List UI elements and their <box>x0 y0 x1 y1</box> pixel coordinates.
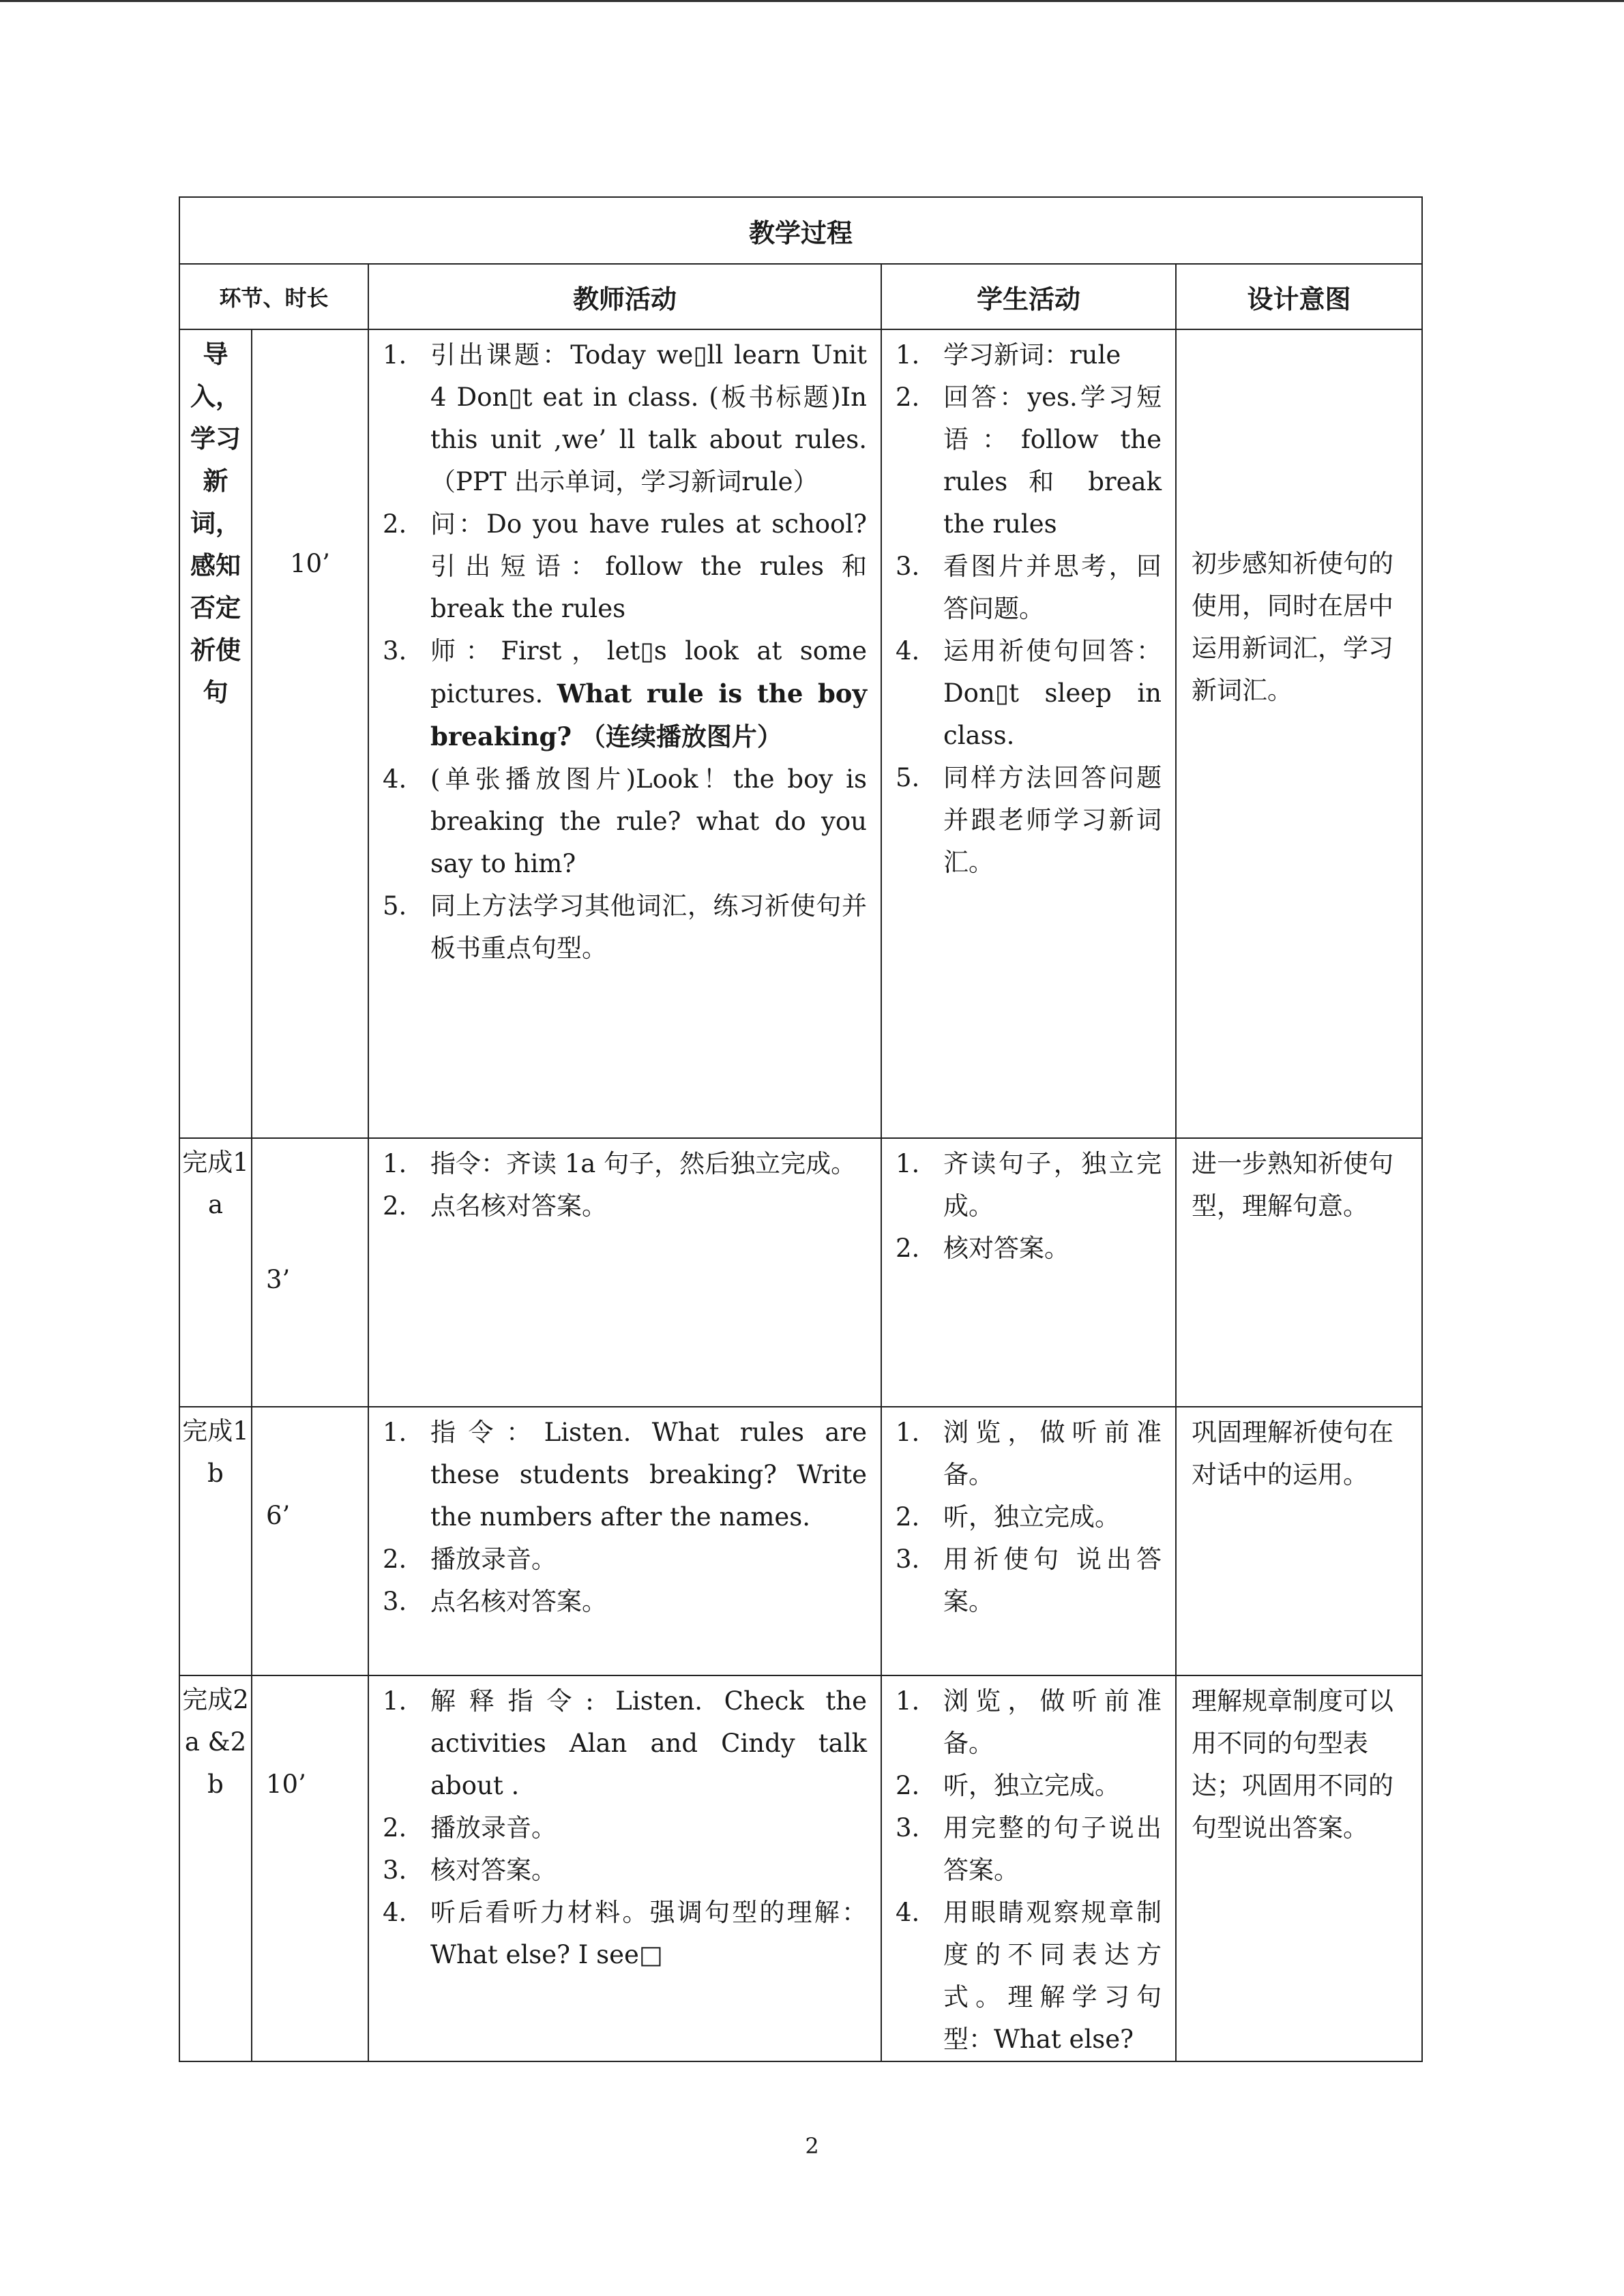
list-item: 3. 点名核对答案。 <box>383 1587 607 1616</box>
purpose-cell: 巩固理解祈使句在对话中的运用。 <box>1176 1407 1422 1675</box>
list-item: 2. 点名核对答案。 <box>383 1191 607 1221</box>
list-item: 1. 解释指令: Listen. Check the activities Alan and Cindy talk about . <box>383 1686 867 1800</box>
list-item: 4. (单张播放图片)Look！the boy is breaking the rule? what do you say to him? <box>383 764 867 878</box>
duration-cell: 10’ <box>252 329 368 1138</box>
table-row <box>179 1407 1422 1675</box>
student-activity-cell <box>881 1138 1176 1407</box>
list-item: 2. 听，独立完成。 <box>896 1771 1120 1800</box>
teacher-activity-cell <box>368 1138 881 1407</box>
list-item: 2. 回答：yes.学习短语：follow the rules 和 break the rules <box>896 383 1162 539</box>
table-row <box>179 329 1422 1138</box>
list-item: 2. 听，独立完成。 <box>896 1502 1120 1532</box>
teacher-activity-cell <box>368 1407 881 1675</box>
table-row <box>179 1138 1422 1407</box>
list-item: 4. 运用祈使句回答：Don▯t sleep in class. <box>896 636 1162 750</box>
stage-cell: 完成2a &2b <box>179 1675 252 2061</box>
list-item: 3. 用祈使句 说出答案。 <box>896 1545 1162 1616</box>
list-item: 1. 齐读句子，独立完成。 <box>896 1149 1162 1221</box>
list-item: 4. 用眼睛观察规章制度的不同表达方式。理解学习句型：What else? <box>896 1898 1162 2054</box>
list-item: 5. 同上方法学习其他词汇，练习祈使句并板书重点句型。 <box>383 891 867 963</box>
purpose-cell: 进一步熟知祈使句型，理解句意。 <box>1176 1138 1422 1407</box>
list-item: 1. 指令：齐读 1a 句子，然后独立完成。 <box>383 1149 857 1178</box>
list-item: 3. 师：First，let▯s look at some pictures. What rule is the boy breaking? （连续播放图片） <box>383 636 867 751</box>
header-student-activity: 学生活动 <box>881 264 1176 329</box>
list-item: 1. 浏览，做听前准备。 <box>896 1418 1162 1489</box>
duration-cell: 3’ <box>252 1138 368 1407</box>
header-design-purpose: 设计意图 <box>1176 264 1422 329</box>
list-item: 5. 同样方法回答问题并跟老师学习新词汇。 <box>896 763 1162 877</box>
list-item: 3. 用完整的句子说出答案。 <box>896 1813 1162 1885</box>
table-title: 教学过程 <box>179 197 1422 264</box>
student-activity-cell <box>881 1675 1176 2061</box>
purpose-cell: 初步感知祈使句的使用，同时在居中运用新词汇，学习新词汇。 <box>1176 329 1422 1138</box>
teaching-process-table <box>179 196 1423 2062</box>
student-activity-cell <box>881 1407 1176 1675</box>
stage-cell: 完成1a <box>179 1138 252 1407</box>
duration-cell: 10’ <box>252 1675 368 2061</box>
teacher-activity-cell <box>368 1675 881 2061</box>
list-item: 1. 引出课题：Today we▯ll learn Unit 4 Don▯t eat in class. (板书标题)In this unit ,we’ ll talk about rules.（PPT 出示单词，学习新词rule） <box>383 340 867 496</box>
list-item: 2. 问：Do you have rules at school? 引出短语：follow the rules 和 break the rules <box>383 509 867 623</box>
list-item: 2. 核对答案。 <box>896 1234 1069 1263</box>
list-item: 1. 学习新词：rule <box>896 340 1121 370</box>
list-item: 1. 指令：Listen. What rules are these students breaking? Write the numbers after the names. <box>383 1418 867 1532</box>
header-stage-duration: 环节、时长 <box>179 264 368 329</box>
list-item: 3. 核对答案。 <box>383 1855 557 1885</box>
list-item: 3. 看图片并思考，回答问题。 <box>896 552 1162 623</box>
teacher-activity-cell <box>368 329 881 1138</box>
list-item: 1. 浏览，做听前准备。 <box>896 1686 1162 1758</box>
list-item: 2. 播放录音。 <box>383 1813 557 1843</box>
page-number: 2 <box>805 2133 819 2159</box>
stage-cell: 完成1b <box>179 1407 252 1675</box>
list-item: 4. 听后看听力材料。强调句型的理解：What else? I see□ <box>383 1898 867 1969</box>
top-border-line <box>0 0 1624 2</box>
header-teacher-activity: 教师活动 <box>368 264 881 329</box>
duration-cell: 6’ <box>252 1407 368 1675</box>
table-row <box>179 1675 1422 2061</box>
list-item: 2. 播放录音。 <box>383 1545 557 1574</box>
student-activity-cell <box>881 329 1176 1138</box>
purpose-cell: 理解规章制度可以用不同的句型表达；巩固用不同的句型说出答案。 <box>1176 1675 1422 2061</box>
stage-cell: 导入，学习新词，感知否定祈使句 <box>179 329 252 1138</box>
